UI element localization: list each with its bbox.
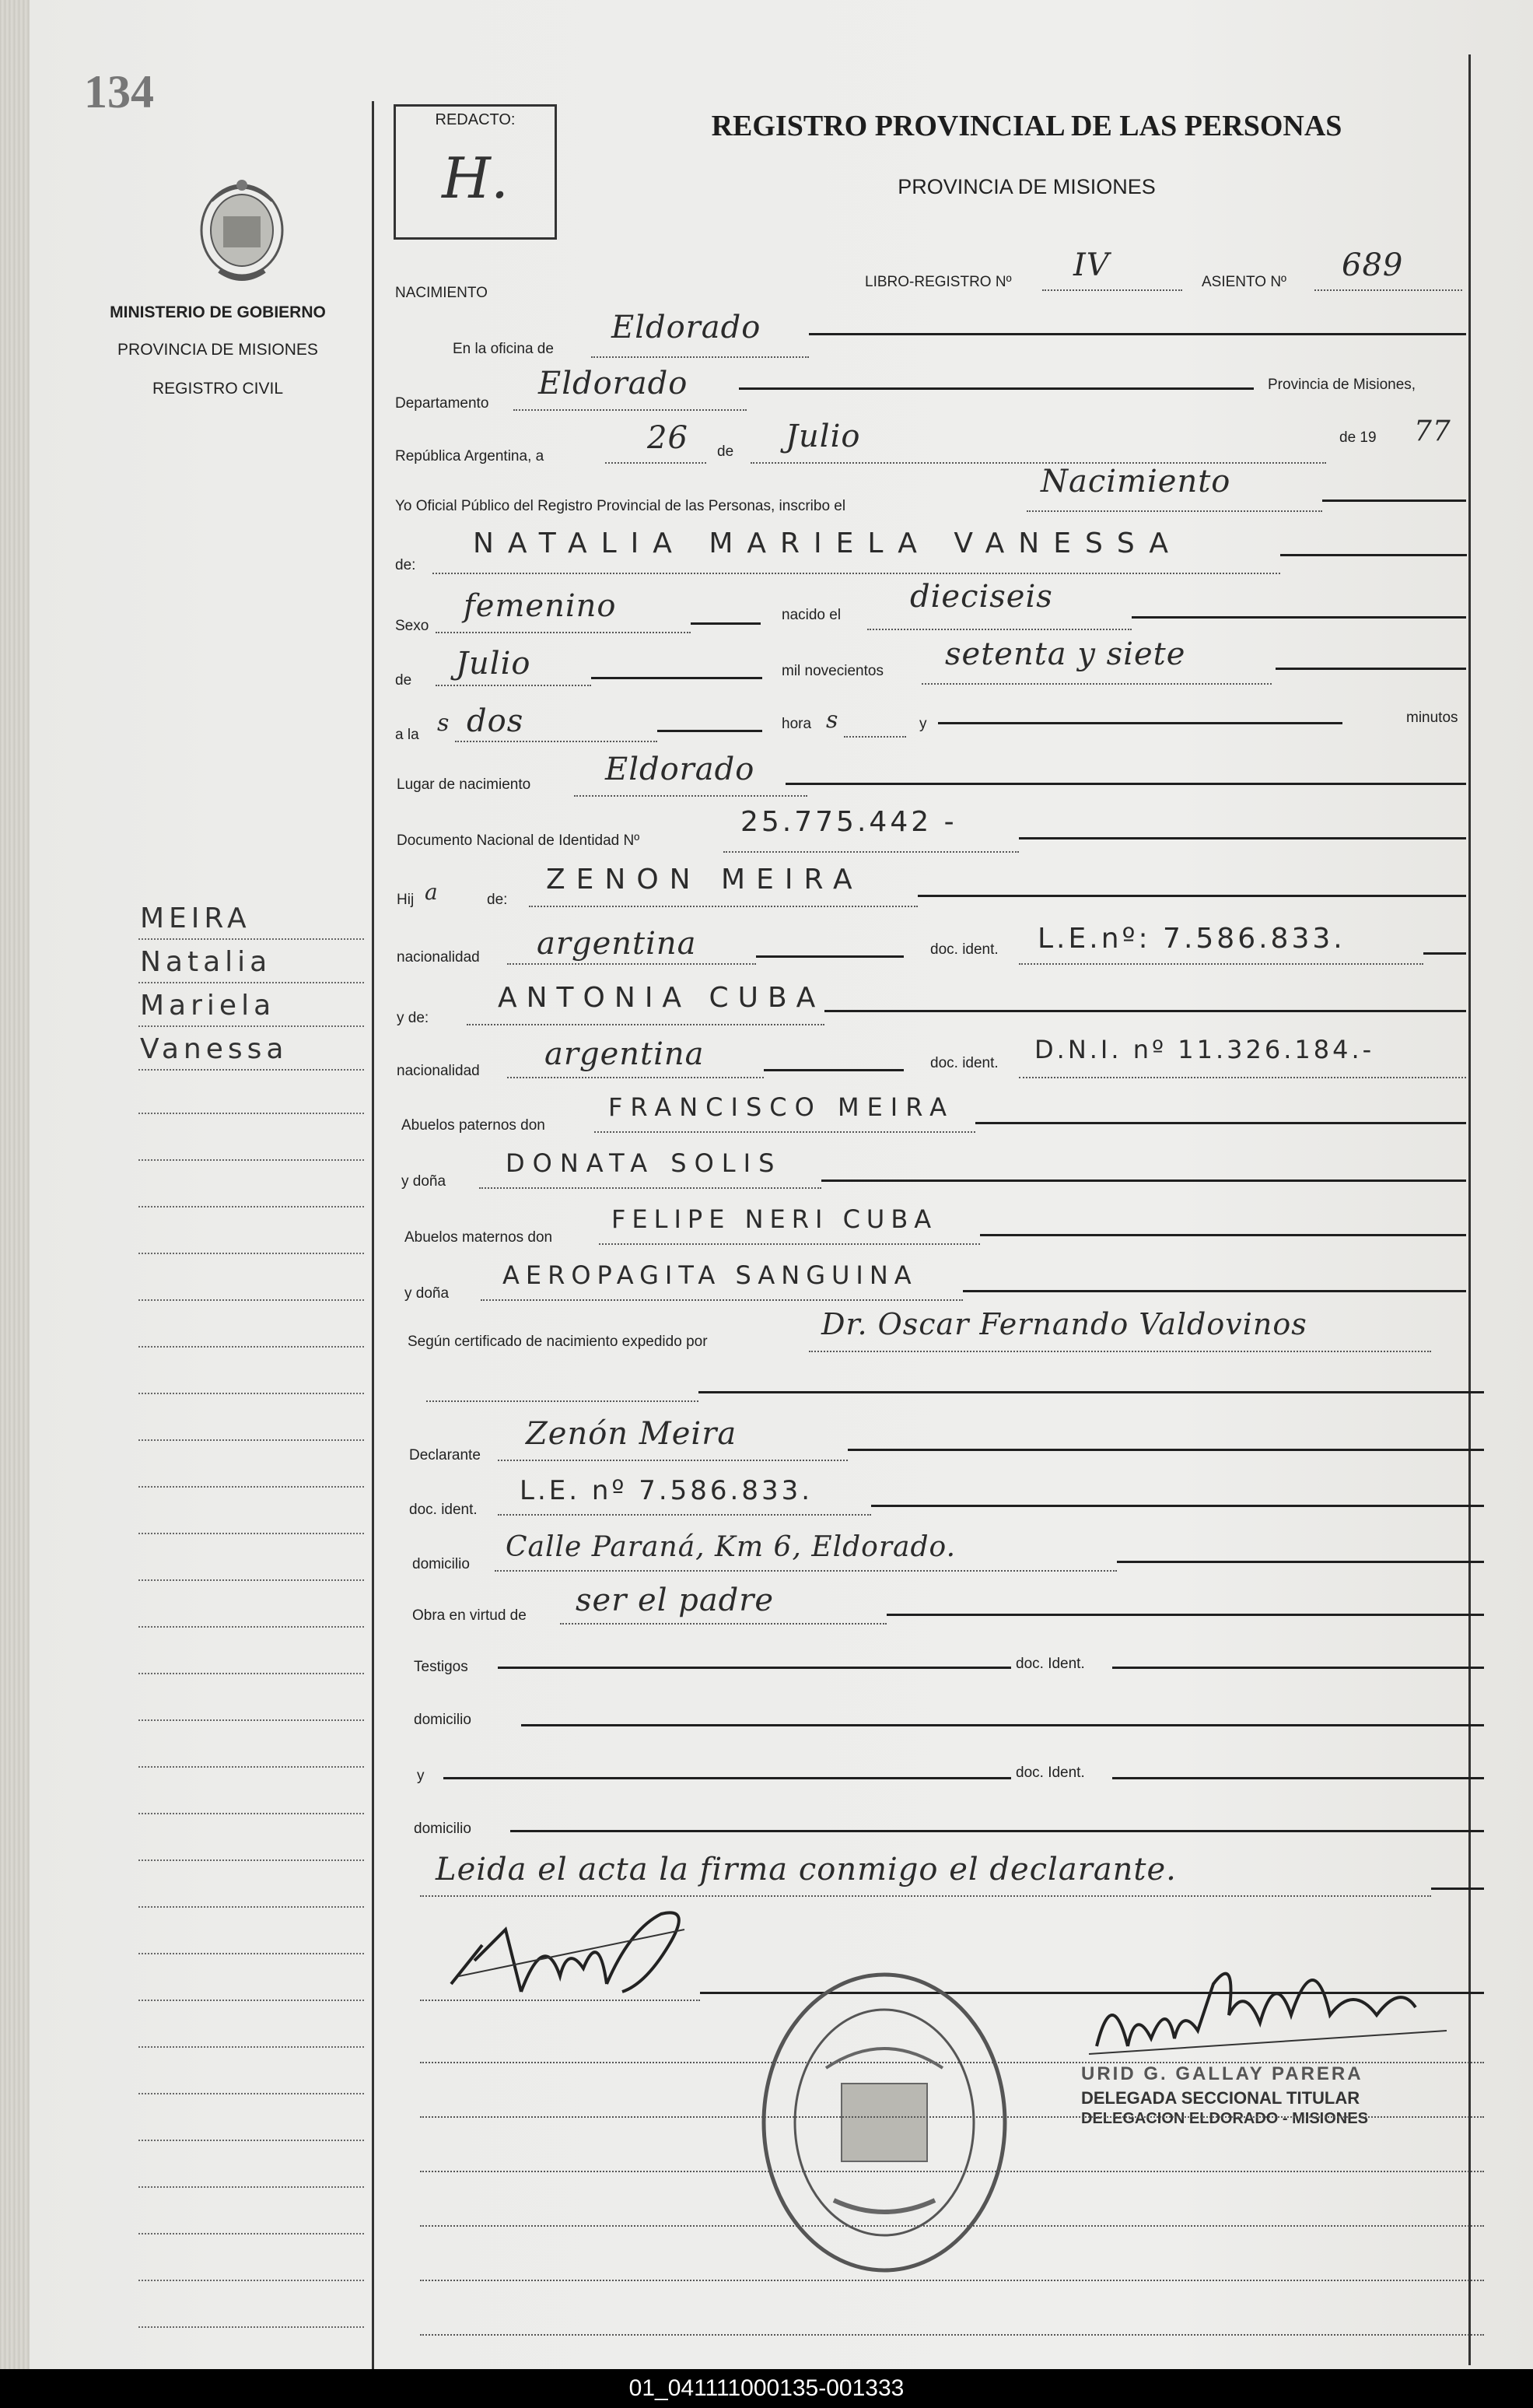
- y2-label: y: [417, 1768, 425, 1784]
- doc2-dots: [1019, 1077, 1466, 1078]
- docident2-label: doc. Ident.: [1016, 1765, 1085, 1781]
- abuela-p-value: DONATA SOLIS: [506, 1148, 782, 1178]
- hija-a: a: [425, 879, 439, 905]
- nac2-value: argentina: [544, 1036, 705, 1072]
- leida-rule: [1431, 1887, 1484, 1890]
- oficial-rule: [1322, 499, 1466, 502]
- abuela-m-dots: [481, 1299, 963, 1301]
- margin-dots: [138, 1906, 364, 1908]
- obra-rule: [887, 1614, 1484, 1616]
- margin-dots: [138, 938, 364, 940]
- sexo-dots: [436, 632, 691, 633]
- docid-dots: [498, 1514, 871, 1516]
- provincia-suffix: Provincia de Misiones,: [1268, 377, 1416, 393]
- domicilio3-rule: [510, 1830, 1484, 1832]
- testigos-label: Testigos: [414, 1659, 468, 1675]
- y2-doc-rule: [1112, 1777, 1484, 1779]
- margin-dots: [138, 2093, 364, 2094]
- sig-dots-1: [420, 2000, 700, 2001]
- abuela-m-rule: [963, 1290, 1466, 1292]
- margin-dots: [138, 1766, 364, 1768]
- ydona1-label: y doña: [401, 1173, 446, 1190]
- oficina-dots: [591, 356, 809, 358]
- abuelo-m-rule: [980, 1234, 1466, 1236]
- margin-dots: [138, 1393, 364, 1394]
- domicilio-rule: [1117, 1561, 1484, 1563]
- domicilio-value: Calle Paraná, Km 6, Eldorado.: [506, 1531, 957, 1563]
- document-title: REGISTRO PROVINCIAL DE LAS PERSONAS: [711, 110, 1342, 142]
- record-type: NACIMIENTO: [395, 285, 488, 301]
- departamento-label: Departamento: [395, 395, 489, 412]
- margin-dots: [138, 2186, 364, 2188]
- hora-s-dots: [844, 736, 906, 738]
- page-number: 134: [84, 66, 154, 117]
- doc1-label: doc. ident.: [930, 941, 999, 958]
- official-office: DELEGACION ELDORADO - MISIONES: [1081, 2110, 1368, 2127]
- abuelo-p-dots: [594, 1131, 975, 1133]
- anio-value: 77: [1414, 415, 1451, 447]
- official-name: URID G. GALLAY PARERA: [1081, 2063, 1363, 2084]
- declarante-label: Declarante: [409, 1447, 481, 1463]
- image-caption: 01_041111000135-001333: [0, 2369, 1533, 2408]
- y-label: y: [919, 716, 927, 732]
- lugar-rule: [786, 783, 1466, 785]
- margin-note-line: Vanessa: [140, 1033, 289, 1065]
- sexo-label: Sexo: [395, 618, 429, 634]
- margin-dots: [138, 1719, 364, 1721]
- margin-dots: [138, 1346, 364, 1348]
- domicilio-label: domicilio: [412, 1556, 470, 1572]
- ala-label: a la: [395, 727, 419, 743]
- asiento-value: 689: [1342, 247, 1404, 283]
- mil-dots: [922, 683, 1272, 685]
- sig-dots-5: [420, 2225, 1484, 2227]
- de-label: de: [717, 443, 734, 460]
- dia-dots: [605, 462, 706, 464]
- de-name-label: de:: [395, 557, 416, 573]
- lugar-value: Eldorado: [605, 752, 755, 787]
- nac2-dots: [507, 1077, 764, 1078]
- nombre-dots: [432, 573, 1280, 574]
- nacido-dots: [867, 629, 1132, 630]
- hija-label: Hij: [397, 892, 415, 908]
- lugar-label: Lugar de nacimiento: [397, 776, 531, 793]
- margin-dots: [138, 2233, 364, 2234]
- libro-dots: [1042, 289, 1182, 291]
- official-signature: [1081, 1937, 1454, 2070]
- testigos-rule: [498, 1667, 1011, 1669]
- oficial-dots: [1027, 510, 1322, 512]
- nombre-rule: [1280, 554, 1467, 556]
- leida-text: Leida el acta la firma conmigo el declarante.: [436, 1852, 1177, 1887]
- sig-dots-3: [420, 2116, 1484, 2118]
- margin-dots: [138, 1486, 364, 1488]
- nac1-rule: [756, 955, 904, 958]
- mes2-value: Julio: [456, 646, 531, 682]
- mes-value: Julio: [786, 419, 861, 454]
- hora-dots: [455, 741, 657, 742]
- margin-note-line: Mariela: [140, 990, 276, 1022]
- redacto-value: H.: [442, 145, 509, 211]
- abuelo-p-value: FRANCISCO MEIRA: [608, 1092, 955, 1122]
- domicilio2-rule: [521, 1724, 1484, 1726]
- certificado-rule-2: [698, 1391, 1484, 1393]
- abuelos-m-label: Abuelos maternos don: [404, 1229, 553, 1246]
- margin-dots: [138, 1579, 364, 1581]
- yde-label: y de:: [397, 1010, 429, 1026]
- obra-value: ser el padre: [576, 1583, 775, 1618]
- nac1-dots: [507, 963, 756, 965]
- margin-dots: [138, 1953, 364, 1954]
- padre-dots: [529, 906, 918, 907]
- margin-dots: [138, 2000, 364, 2001]
- minutos-rule: [938, 722, 1342, 724]
- dni-dots: [723, 851, 1019, 853]
- doc2-label: doc. ident.: [930, 1055, 999, 1071]
- oficina-label: En la oficina de: [453, 341, 554, 357]
- padre-rule: [918, 895, 1466, 897]
- domicilio-dots: [495, 1570, 1117, 1572]
- margin-dots: [138, 2280, 364, 2281]
- margin-dots: [138, 1439, 364, 1441]
- sig-dots-4: [420, 2171, 1484, 2172]
- obra-dots: [560, 1623, 887, 1625]
- asiento-dots: [1314, 289, 1462, 291]
- margin-dots: [138, 1626, 364, 1628]
- sig-dots-7: [420, 2334, 1484, 2336]
- margin-dots: [138, 2046, 364, 2048]
- margin-dots: [138, 982, 364, 983]
- left-border-line: [372, 101, 374, 2369]
- ministry-line: MINISTERIO DE GOBIERNO: [110, 303, 326, 321]
- doc2-value: D.N.I. nº 11.326.184.-: [1034, 1035, 1375, 1064]
- mil-label: mil novecientos: [782, 663, 884, 679]
- madre-rule: [824, 1010, 1466, 1012]
- registry-round-seal-icon: [756, 1967, 1013, 2278]
- ydona2-label: y doña: [404, 1285, 450, 1302]
- abuelo-m-value: FELIPE NERI CUBA: [611, 1204, 938, 1234]
- docid-label: doc. ident.: [409, 1502, 478, 1518]
- margin-note-line: MEIRA: [140, 903, 251, 934]
- margin-dots: [138, 1069, 364, 1071]
- docid-value: L.E. nº 7.586.833.: [520, 1475, 814, 1506]
- testigos-doc-rule: [1112, 1667, 1484, 1669]
- certificado-label: Según certificado de nacimiento expedido por: [408, 1334, 708, 1350]
- ala-s: s: [437, 710, 450, 737]
- redacto-label: REDACTO:: [435, 111, 516, 128]
- doc1-value: L.E.nº: 7.586.833.: [1038, 923, 1346, 955]
- domicilio2-label: domicilio: [414, 1712, 471, 1728]
- nac2-label: nacionalidad: [397, 1063, 480, 1079]
- certificado-dots-2: [426, 1400, 698, 1402]
- mes2-dots: [436, 685, 591, 686]
- lugar-dots: [574, 795, 807, 797]
- oficina-rule: [809, 333, 1466, 335]
- margin-dots: [138, 1253, 364, 1254]
- sexo-rule: [691, 622, 761, 625]
- margin-dots: [138, 2140, 364, 2141]
- mes2-rule: [591, 677, 762, 679]
- asiento-label: ASIENTO Nº: [1202, 274, 1286, 290]
- hora-label: hora: [782, 716, 812, 732]
- departamento-rule: [739, 387, 1254, 390]
- dia-value: 26: [647, 420, 688, 456]
- abuela-p-rule: [821, 1179, 1466, 1182]
- hora-rule: [657, 730, 762, 732]
- doc1-rule: [1423, 952, 1466, 955]
- abuela-p-dots: [479, 1187, 821, 1189]
- hora-value: dos: [467, 703, 524, 739]
- redacto-box: [394, 104, 557, 240]
- nacido-rule: [1132, 616, 1466, 619]
- sig-dots-6: [420, 2280, 1484, 2281]
- margin-dots: [138, 1813, 364, 1814]
- de2-label: de: [395, 672, 412, 689]
- departamento-dots: [513, 409, 747, 411]
- certificado-dots: [809, 1351, 1431, 1352]
- abuelos-p-label: Abuelos paternos don: [401, 1117, 545, 1134]
- nombre-value: NATALIA MARIELA VANESSA: [473, 528, 1182, 559]
- nac1-label: nacionalidad: [397, 949, 480, 966]
- margin-dots: [138, 1025, 364, 1027]
- sexo-value: femenino: [464, 588, 617, 624]
- docid-rule: [871, 1505, 1484, 1507]
- abuelo-p-rule: [975, 1122, 1466, 1124]
- book-binding: [0, 0, 30, 2369]
- madre-dots: [467, 1024, 824, 1025]
- oficina-value: Eldorado: [611, 310, 761, 345]
- republica-label: República Argentina, a: [395, 448, 544, 464]
- declarante-dots: [498, 1460, 848, 1461]
- certificado-value: Dr. Oscar Fernando Valdovinos: [821, 1307, 1307, 1341]
- abuelo-m-dots: [599, 1243, 980, 1245]
- declarant-signature: [436, 1898, 716, 2007]
- nacido-value: dieciseis: [910, 579, 1053, 615]
- departamento-value: Eldorado: [538, 366, 688, 401]
- mil-value: setenta y siete: [945, 636, 1186, 672]
- docident-label: doc. Ident.: [1016, 1656, 1085, 1672]
- margin-dots: [138, 1673, 364, 1674]
- dni-label: Documento Nacional de Identidad Nº: [397, 832, 640, 849]
- mes-dots: [751, 462, 1326, 464]
- margin-note-line: Natalia: [140, 946, 272, 978]
- right-border-line: [1468, 54, 1471, 2365]
- nac1-value: argentina: [537, 926, 697, 962]
- y2-rule: [443, 1777, 1011, 1779]
- declarante-rule: [848, 1449, 1484, 1451]
- leida-dots: [420, 1895, 1431, 1897]
- anio-prefix: de 19: [1339, 429, 1377, 446]
- margin-dots: [138, 1533, 364, 1534]
- margin-dots: [138, 2326, 364, 2328]
- nac2-rule: [764, 1069, 904, 1071]
- margin-dots: [138, 1113, 364, 1114]
- doc1-dots: [1019, 963, 1423, 965]
- margin-dots: [138, 1859, 364, 1861]
- coat-of-arms-icon: [188, 170, 296, 286]
- hija-de-label: de:: [487, 892, 508, 908]
- margin-dots: [138, 1206, 364, 1208]
- mil-rule: [1276, 668, 1466, 670]
- margin-dots: [138, 1159, 364, 1161]
- padre-value: ZENON MEIRA: [546, 864, 863, 896]
- abuela-m-value: AEROPAGITA SANGUINA: [502, 1260, 918, 1290]
- declarante-value: Zenón Meira: [526, 1416, 737, 1452]
- hora-s: s: [826, 706, 839, 734]
- document-subtitle: PROVINCIA DE MISIONES: [898, 175, 1156, 198]
- dni-value: 25.775.442 -: [740, 806, 957, 838]
- official-role: DELEGADA SECCIONAL TITULAR: [1081, 2088, 1360, 2108]
- libro-label: LIBRO-REGISTRO Nº: [865, 274, 1012, 290]
- nacido-label: nacido el: [782, 607, 842, 623]
- obra-label: Obra en virtud de: [412, 1607, 527, 1624]
- libro-value: IV: [1073, 247, 1110, 283]
- province-line: PROVINCIA DE MISIONES: [117, 341, 318, 359]
- registry-line: REGISTRO CIVIL: [152, 380, 284, 398]
- oficial-value: Nacimiento: [1041, 464, 1231, 499]
- oficial-label: Yo Oficial Público del Registro Provincial de las Personas, inscribo el: [395, 498, 846, 514]
- margin-dots: [138, 1299, 364, 1301]
- minutos-label: minutos: [1406, 710, 1458, 726]
- madre-value: ANTONIA CUBA: [498, 982, 825, 1014]
- dni-rule: [1019, 837, 1466, 839]
- domicilio3-label: domicilio: [414, 1821, 471, 1837]
